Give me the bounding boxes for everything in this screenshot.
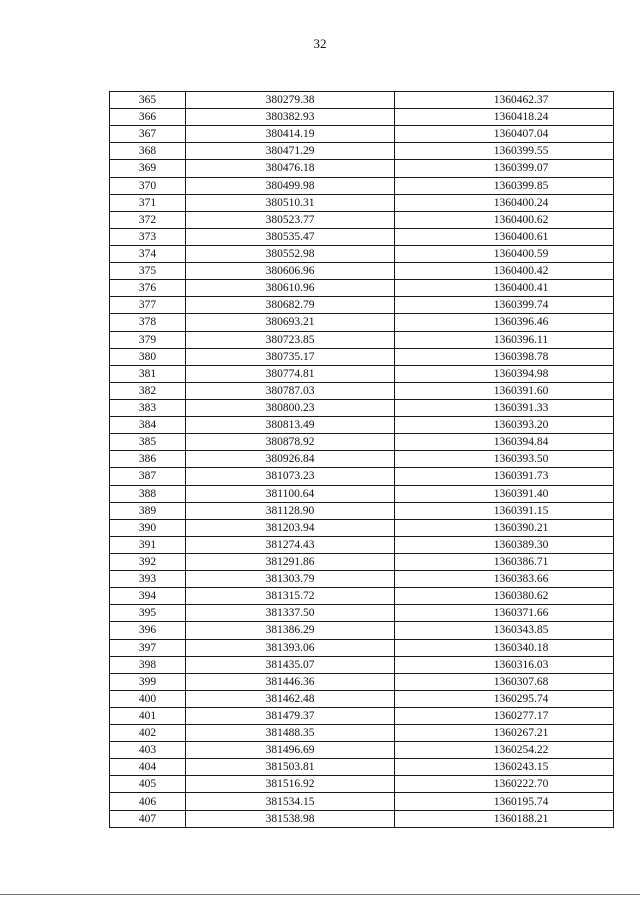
x-coordinate-cell: 381503.81 — [186, 759, 395, 776]
table-row — [110, 468, 614, 485]
x-coordinate-cell: 380606.96 — [186, 263, 395, 280]
table-row — [110, 673, 614, 690]
y-coordinate-cell: 1360418.24 — [395, 109, 614, 126]
x-coordinate-cell: 381128.90 — [186, 502, 395, 519]
table-row — [110, 639, 614, 656]
point-number-cell: 405 — [110, 776, 186, 793]
y-coordinate-cell: 1360295.74 — [395, 690, 614, 707]
x-coordinate-cell: 380382.93 — [186, 109, 395, 126]
point-number-cell: 401 — [110, 707, 186, 724]
point-number-cell: 403 — [110, 742, 186, 759]
x-coordinate-cell: 381496.69 — [186, 742, 395, 759]
table-row — [110, 605, 614, 622]
table-row — [110, 314, 614, 331]
x-coordinate-cell: 380610.96 — [186, 280, 395, 297]
point-number-cell: 385 — [110, 434, 186, 451]
point-number-cell: 391 — [110, 536, 186, 553]
x-coordinate-cell: 381534.15 — [186, 793, 395, 810]
y-coordinate-cell: 1360222.70 — [395, 776, 614, 793]
point-number-cell: 392 — [110, 553, 186, 570]
table-row — [110, 502, 614, 519]
point-number-cell: 374 — [110, 245, 186, 262]
x-coordinate-cell: 380471.29 — [186, 143, 395, 160]
y-coordinate-cell: 1360277.17 — [395, 707, 614, 724]
point-number-cell: 407 — [110, 810, 186, 827]
table-row — [110, 331, 614, 348]
table-row — [110, 348, 614, 365]
x-coordinate-cell: 380414.19 — [186, 126, 395, 143]
point-number-cell: 404 — [110, 759, 186, 776]
table-row — [110, 536, 614, 553]
table-row — [110, 417, 614, 434]
point-number-cell: 376 — [110, 280, 186, 297]
table-row — [110, 211, 614, 228]
x-coordinate-cell: 381435.07 — [186, 656, 395, 673]
table-row — [110, 177, 614, 194]
x-coordinate-cell: 380476.18 — [186, 160, 395, 177]
y-coordinate-cell: 1360400.42 — [395, 263, 614, 280]
table-row — [110, 280, 614, 297]
y-coordinate-cell: 1360380.62 — [395, 588, 614, 605]
x-coordinate-cell: 381516.92 — [186, 776, 395, 793]
y-coordinate-cell: 1360396.11 — [395, 331, 614, 348]
point-number-cell: 378 — [110, 314, 186, 331]
table-row — [110, 759, 614, 776]
point-number-cell: 406 — [110, 793, 186, 810]
y-coordinate-cell: 1360316.03 — [395, 656, 614, 673]
footer-divider — [0, 894, 640, 895]
y-coordinate-cell: 1360391.15 — [395, 502, 614, 519]
table-row — [110, 742, 614, 759]
x-coordinate-cell: 381393.06 — [186, 639, 395, 656]
table-row — [110, 485, 614, 502]
y-coordinate-cell: 1360243.15 — [395, 759, 614, 776]
y-coordinate-cell: 1360400.41 — [395, 280, 614, 297]
point-number-cell: 382 — [110, 382, 186, 399]
point-number-cell: 384 — [110, 417, 186, 434]
point-number-cell: 402 — [110, 725, 186, 742]
x-coordinate-cell: 381203.94 — [186, 519, 395, 536]
y-coordinate-cell: 1360195.74 — [395, 793, 614, 810]
point-number-cell: 372 — [110, 211, 186, 228]
point-number-cell: 380 — [110, 348, 186, 365]
table-row — [110, 263, 614, 280]
x-coordinate-cell: 380499.98 — [186, 177, 395, 194]
table-row — [110, 690, 614, 707]
point-number-cell: 371 — [110, 194, 186, 211]
point-number-cell: 397 — [110, 639, 186, 656]
x-coordinate-cell: 381479.37 — [186, 707, 395, 724]
point-number-cell: 381 — [110, 365, 186, 382]
y-coordinate-cell: 1360391.40 — [395, 485, 614, 502]
table-row — [110, 793, 614, 810]
table-row — [110, 519, 614, 536]
table-row — [110, 434, 614, 451]
point-number-cell: 383 — [110, 399, 186, 416]
x-coordinate-cell: 380523.77 — [186, 211, 395, 228]
x-coordinate-cell: 380279.38 — [186, 92, 395, 109]
y-coordinate-cell: 1360391.33 — [395, 399, 614, 416]
table-body — [110, 92, 614, 828]
point-number-cell: 388 — [110, 485, 186, 502]
y-coordinate-cell: 1360399.07 — [395, 160, 614, 177]
x-coordinate-cell: 380510.31 — [186, 194, 395, 211]
point-number-cell: 399 — [110, 673, 186, 690]
x-coordinate-cell: 381386.29 — [186, 622, 395, 639]
x-coordinate-cell: 380787.03 — [186, 382, 395, 399]
point-number-cell: 370 — [110, 177, 186, 194]
x-coordinate-cell: 380813.49 — [186, 417, 395, 434]
table-row — [110, 707, 614, 724]
x-coordinate-cell: 380723.85 — [186, 331, 395, 348]
table-row — [110, 126, 614, 143]
y-coordinate-cell: 1360399.55 — [395, 143, 614, 160]
x-coordinate-cell: 380800.23 — [186, 399, 395, 416]
y-coordinate-cell: 1360400.62 — [395, 211, 614, 228]
table-row — [110, 92, 614, 109]
table-row — [110, 245, 614, 262]
table-row — [110, 143, 614, 160]
table-row — [110, 725, 614, 742]
point-number-cell: 394 — [110, 588, 186, 605]
x-coordinate-cell: 381073.23 — [186, 468, 395, 485]
x-coordinate-cell: 381291.86 — [186, 553, 395, 570]
y-coordinate-cell: 1360389.30 — [395, 536, 614, 553]
point-number-cell: 400 — [110, 690, 186, 707]
table-row — [110, 622, 614, 639]
table-row — [110, 571, 614, 588]
x-coordinate-cell: 381446.36 — [186, 673, 395, 690]
x-coordinate-cell: 381337.50 — [186, 605, 395, 622]
table-row — [110, 553, 614, 570]
point-number-cell: 387 — [110, 468, 186, 485]
x-coordinate-cell: 380878.92 — [186, 434, 395, 451]
table-row — [110, 776, 614, 793]
x-coordinate-cell: 380926.84 — [186, 451, 395, 468]
y-coordinate-cell: 1360399.85 — [395, 177, 614, 194]
x-coordinate-cell: 381315.72 — [186, 588, 395, 605]
point-number-cell: 386 — [110, 451, 186, 468]
point-number-cell: 368 — [110, 143, 186, 160]
y-coordinate-cell: 1360386.71 — [395, 553, 614, 570]
table-row — [110, 228, 614, 245]
x-coordinate-cell: 381488.35 — [186, 725, 395, 742]
point-number-cell: 366 — [110, 109, 186, 126]
point-number-cell: 393 — [110, 571, 186, 588]
y-coordinate-cell: 1360254.22 — [395, 742, 614, 759]
y-coordinate-cell: 1360407.04 — [395, 126, 614, 143]
table-row — [110, 297, 614, 314]
x-coordinate-cell: 380735.17 — [186, 348, 395, 365]
y-coordinate-cell: 1360400.59 — [395, 245, 614, 262]
point-number-cell: 396 — [110, 622, 186, 639]
table-row — [110, 160, 614, 177]
y-coordinate-cell: 1360383.66 — [395, 571, 614, 588]
y-coordinate-cell: 1360371.66 — [395, 605, 614, 622]
y-coordinate-cell: 1360399.74 — [395, 297, 614, 314]
y-coordinate-cell: 1360394.84 — [395, 434, 614, 451]
table-row — [110, 810, 614, 827]
page-number: 32 — [313, 36, 327, 51]
y-coordinate-cell: 1360394.98 — [395, 365, 614, 382]
y-coordinate-cell: 1360343.85 — [395, 622, 614, 639]
table-row — [110, 451, 614, 468]
point-number-cell: 369 — [110, 160, 186, 177]
y-coordinate-cell: 1360340.18 — [395, 639, 614, 656]
table-row — [110, 588, 614, 605]
table-row — [110, 382, 614, 399]
x-coordinate-cell: 380774.81 — [186, 365, 395, 382]
point-number-cell: 373 — [110, 228, 186, 245]
y-coordinate-cell: 1360307.68 — [395, 673, 614, 690]
x-coordinate-cell: 380682.79 — [186, 297, 395, 314]
point-number-cell: 398 — [110, 656, 186, 673]
table-row — [110, 656, 614, 673]
y-coordinate-cell: 1360396.46 — [395, 314, 614, 331]
coordinates-table — [109, 91, 614, 828]
y-coordinate-cell: 1360267.21 — [395, 725, 614, 742]
point-number-cell: 379 — [110, 331, 186, 348]
point-number-cell: 389 — [110, 502, 186, 519]
x-coordinate-cell: 381462.48 — [186, 690, 395, 707]
point-number-cell: 377 — [110, 297, 186, 314]
y-coordinate-cell: 1360391.73 — [395, 468, 614, 485]
y-coordinate-cell: 1360462.37 — [395, 92, 614, 109]
y-coordinate-cell: 1360390.21 — [395, 519, 614, 536]
y-coordinate-cell: 1360398.78 — [395, 348, 614, 365]
table-row — [110, 365, 614, 382]
y-coordinate-cell: 1360188.21 — [395, 810, 614, 827]
y-coordinate-cell: 1360400.24 — [395, 194, 614, 211]
point-number-cell: 395 — [110, 605, 186, 622]
point-number-cell: 365 — [110, 92, 186, 109]
x-coordinate-cell: 380552.98 — [186, 245, 395, 262]
table-row — [110, 109, 614, 126]
table-row — [110, 399, 614, 416]
x-coordinate-cell: 381274.43 — [186, 536, 395, 553]
x-coordinate-cell: 381303.79 — [186, 571, 395, 588]
y-coordinate-cell: 1360391.60 — [395, 382, 614, 399]
y-coordinate-cell: 1360393.20 — [395, 417, 614, 434]
y-coordinate-cell: 1360393.50 — [395, 451, 614, 468]
x-coordinate-cell: 381100.64 — [186, 485, 395, 502]
x-coordinate-cell: 380693.21 — [186, 314, 395, 331]
table-row — [110, 194, 614, 211]
point-number-cell: 375 — [110, 263, 186, 280]
y-coordinate-cell: 1360400.61 — [395, 228, 614, 245]
x-coordinate-cell: 381538.98 — [186, 810, 395, 827]
point-number-cell: 367 — [110, 126, 186, 143]
x-coordinate-cell: 380535.47 — [186, 228, 395, 245]
point-number-cell: 390 — [110, 519, 186, 536]
